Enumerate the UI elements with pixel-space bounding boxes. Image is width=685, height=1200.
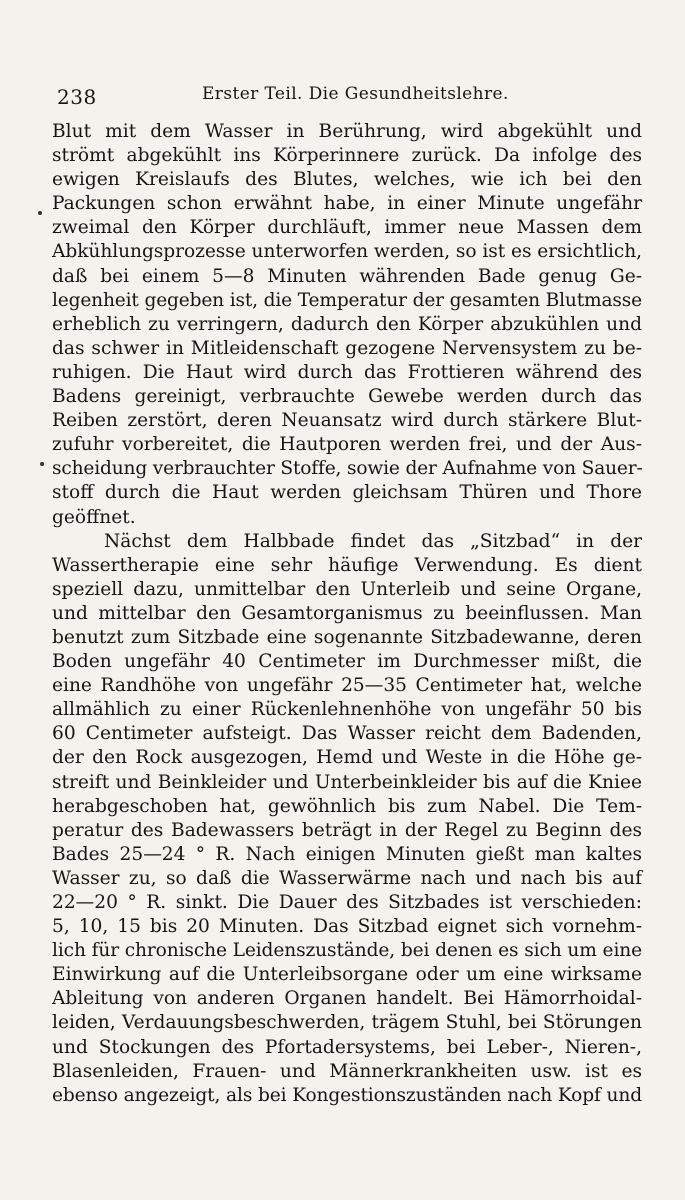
text-line: Blasenleiden, Frauen- und Männerkrankheiten usw. ist es <box>52 1060 642 1082</box>
text-line: Reiben zerstört, deren Neuansatz wird durch stärkere Blut- <box>52 410 642 432</box>
text-line: Einwirkung auf die Unterleibsorgane oder um eine wirksame <box>52 964 642 986</box>
paragraph-end-line: geöffnet. <box>52 506 136 528</box>
print-speck <box>40 462 44 466</box>
text-line: und mittelbar den Gesamtorganismus zu beeinflussen. Man <box>52 602 642 624</box>
text-line: Abkühlungsprozesse unterworfen werden, so ist es ersichtlich, <box>52 241 642 263</box>
text-line: Badens gereinigt, verbrauchte Gewebe werden durch das <box>52 386 642 408</box>
text-line: scheidung verbrauchter Stoffe, sowie der Aufnahme von Sauer- <box>52 458 643 480</box>
text-line: ewigen Kreislaufs des Blutes, welches, wie ich bei den <box>52 169 642 191</box>
text-line: Boden ungefähr 40 Centimeter im Durchmesser mißt, die <box>52 651 642 673</box>
text-line: legenheit gegeben ist, die Temperatur der gesamten Blutmasse <box>52 289 642 311</box>
body-text <box>52 120 642 1108</box>
page-header <box>52 80 642 110</box>
text-line: speziell dazu, unmittelbar den Unterleib und seine Organe, <box>52 578 642 600</box>
text-line: erheblich zu verringern, dadurch den Körper abzukühlen und <box>52 313 642 335</box>
text-line: strömt abgekühlt ins Körperinnere zurück. Da infolge des <box>52 145 642 167</box>
text-line: daß bei einem 5—8 Minuten währenden Bade genug Ge- <box>52 265 642 287</box>
text-line: streift und Beinkleider und Unterbeinkleider bis auf die Kniee <box>52 771 642 793</box>
text-line: Ableitung von anderen Organen handelt. Bei Hämorrhoidal- <box>52 988 642 1010</box>
page-number: 238 <box>57 85 97 109</box>
text-line: stoff durch die Haut werden gleichsam Thüren und Thore <box>52 482 642 504</box>
text-line: das schwer in Mitleidenschaft gezogene Nervensystem zu be- <box>52 337 642 359</box>
paragraph-start-line: Nächst dem Halbbade findet das „Sitzbad“ in der <box>104 530 642 552</box>
text-line: peratur des Badewassers beträgt in der Regel zu Beginn des <box>52 819 642 841</box>
text-line: eine Randhöhe von ungefähr 25—35 Centimeter hat, welche <box>52 675 642 697</box>
text-line: herabgeschoben hat, gewöhnlich bis zum Nabel. Die Tem- <box>52 795 642 817</box>
text-line: und Stockungen des Pfortadersystems, bei Leber-, Nieren-, <box>52 1036 642 1058</box>
text-line: 5, 10, 15 bis 20 Minuten. Das Sitzbad eignet sich vornehm- <box>52 916 642 938</box>
text-line: Blut mit dem Wasser in Berührung, wird abgekühlt und <box>52 121 642 142</box>
running-head: Erster Teil. Die Gesundheitslehre. <box>202 84 509 104</box>
text-line: zweimal den Körper durchläuft, immer neue Massen dem <box>52 217 642 239</box>
text-line: Bades 25—24 ° R. Nach einigen Minuten gießt man kaltes <box>52 843 642 865</box>
text-line: Wasser zu, so daß die Wasserwärme nach und nach bis auf <box>52 867 642 889</box>
text-line: Wassertherapie eine sehr häufige Verwendung. Es dient <box>52 554 642 576</box>
text-line: leiden, Verdauungsbeschwerden, trägem Stuhl, bei Störungen <box>52 1012 642 1034</box>
print-speck <box>38 211 42 215</box>
text-line: ebenso angezeigt, als bei Kongestionszuständen nach Kopf und <box>52 1084 642 1106</box>
text-line: 60 Centimeter aufsteigt. Das Wasser reicht dem Badenden, <box>52 723 642 745</box>
text-line: ruhigen. Die Haut wird durch das Frottieren während des <box>52 361 642 383</box>
text-line: 22—20 ° R. sinkt. Die Dauer des Sitzbades ist verschieden: <box>52 892 642 913</box>
text-line: benutzt zum Sitzbade eine sogenannte Sitzbadewanne, deren <box>52 626 642 648</box>
text-line: Packungen schon erwähnt habe, in einer Minute ungefähr <box>52 193 642 215</box>
text-line: allmählich zu einer Rückenlehnenhöhe von ungefähr 50 bis <box>52 699 642 721</box>
text-line: lich für chronische Leidenszustände, bei denen es sich um eine <box>52 940 642 962</box>
text-line: zufuhr vorbereitet, die Hautporen werden frei, und der Aus- <box>52 434 642 456</box>
text-line: der den Rock ausgezogen, Hemd und Weste in die Höhe ge- <box>52 747 642 769</box>
